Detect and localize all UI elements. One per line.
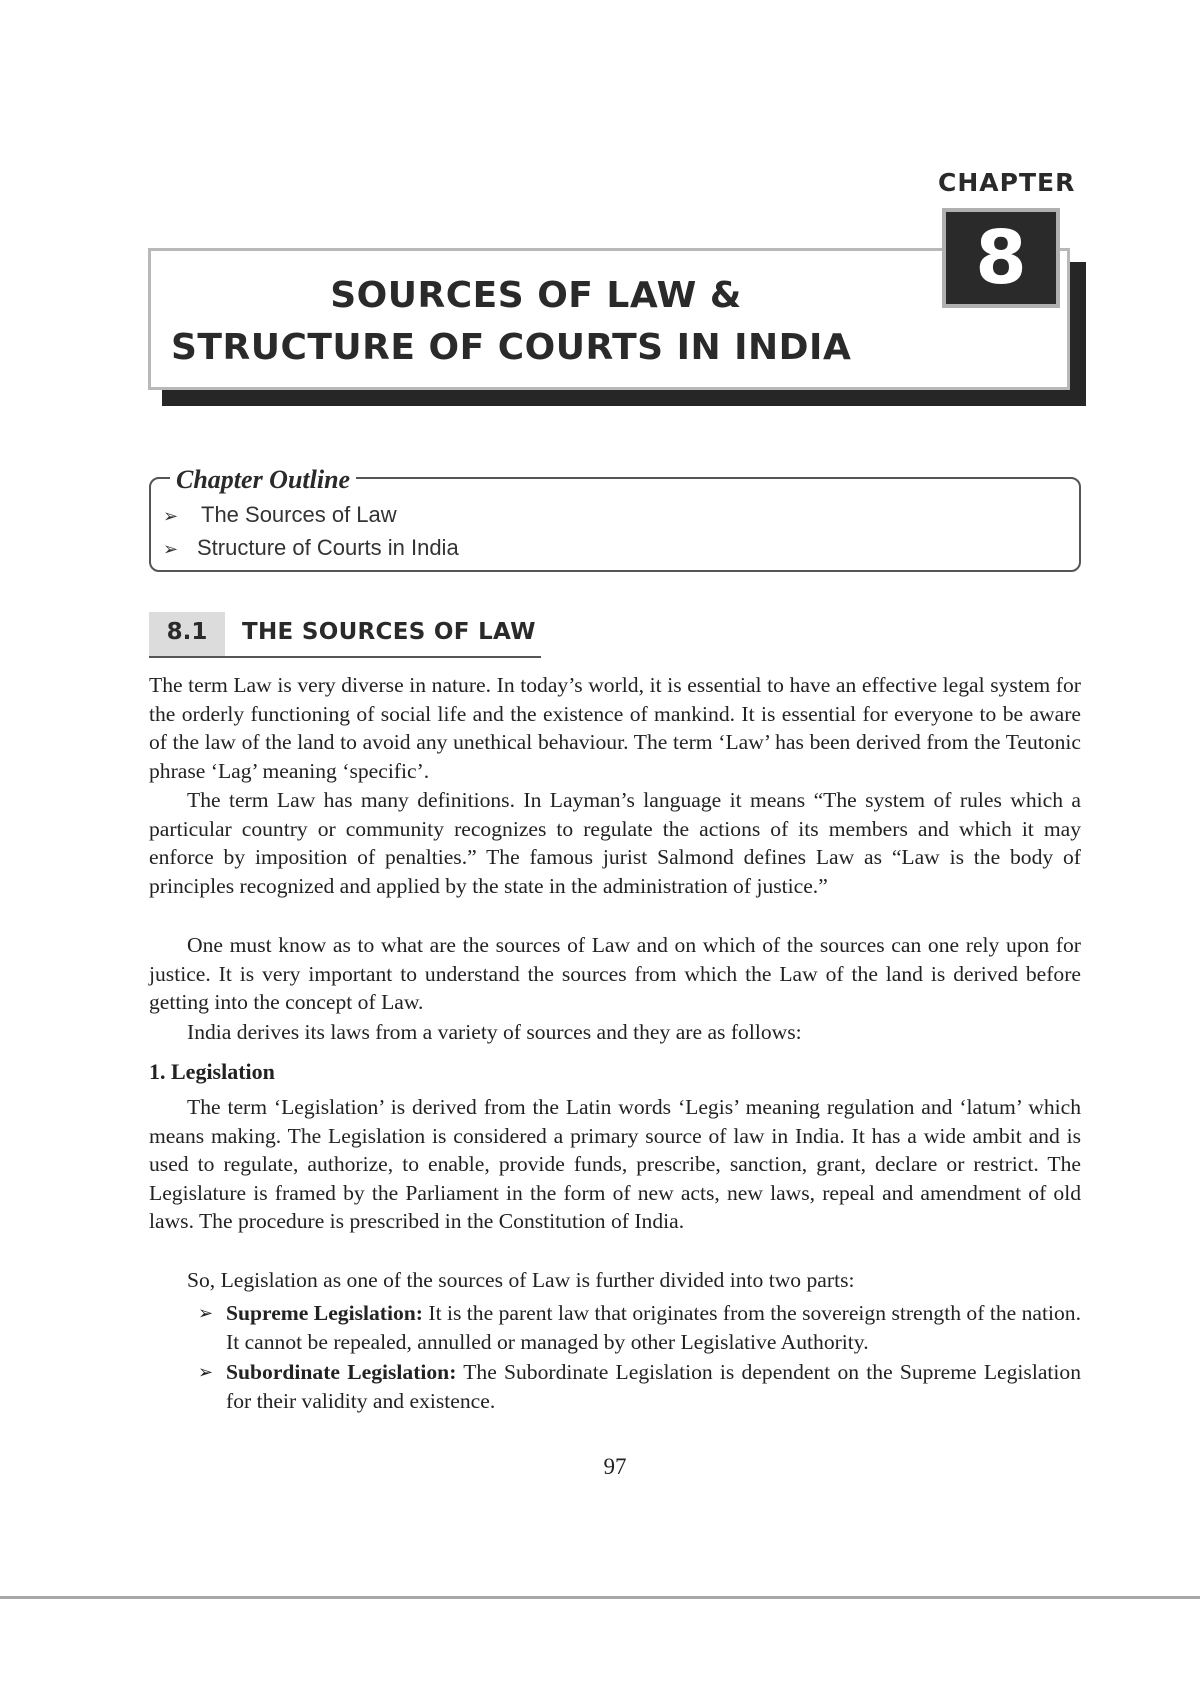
paragraph: The term Law is very diverse in nature. In today’s world, it is essential to have an effective legal system for the orderly functioning of social life and the existence of mankind. It is essential for everyone to be aware of the law of the land to avoid any unethical behaviour. The term ‘Law’ has been derived from the Teutonic phrase ‘Lag’ meaning ‘specific’. [149,673,1081,783]
section-number: 8.1 [166,619,208,645]
paragraph: The term Law has many definitions. In Layman’s language it means “The system of rules which a particular country or community recognizes to regulate the actions of its members and which it may enforce by imposition of penalties.” The famous jurist Salmond defines Law as “Law is the body of principles recognized and applied by the state in the administration of justice.” [149,788,1081,898]
outline-item-label: Structure of Courts in India [197,535,459,560]
chapter-title-line-2: STRUCTURE OF COURTS IN INDIA [171,327,852,368]
arrow-bullet-icon: ➢ [198,1303,214,1323]
section-title: THE SOURCES OF LAW [242,619,536,645]
paragraph: So, Legislation as one of the sources of Law is further divided into two parts: [187,1268,855,1292]
arrow-bullet-icon: ➢ [163,539,179,559]
chapter-label: CHAPTER [938,168,1076,197]
term-description: It is the parent law that originates from the sovereign strength of the nation. It cannot be repealed, annulled or managed by other Legislative Authority. [226,1301,1081,1354]
outline-item [163,502,397,528]
subheading-legislation: 1. Legislation [149,1059,275,1084]
term-label: Subordinate Legislation: [226,1360,457,1384]
section-underline [149,656,541,658]
chapter-number-badge: 8 [942,208,1060,308]
arrow-bullet-icon: ➢ [198,1362,214,1382]
chapter-outline-title: Chapter Outline [170,465,356,495]
chapter-title-line-1: SOURCES OF LAW & [330,275,742,316]
paragraph: The term ‘Legislation’ is derived from the Latin words ‘Legis’ meaning regulation and ‘latum’ which means making. The Legislation is considered a primary source of law in India. It has a wide ambit and is used to regulate, authorize, to enable, provide funds, prescribe, sanction, grant, declare or restrict. The Legislature is framed by the Parliament in the form of new acts, new laws, repeal and amendment of old laws. The procedure is prescribed in the Constitution of India. [149,1095,1081,1233]
outline-item [163,535,459,561]
term-description: The Subordinate Legislation is dependent on the Supreme Legislation for their validity and existence. [226,1360,1081,1413]
paragraph: India derives its laws from a variety of sources and they are as follows: [187,1020,802,1044]
page-number: 97 [603,1454,627,1479]
outline-item-label: The Sources of Law [201,502,397,527]
chapter-title-box [148,248,1070,390]
list-item [198,1299,1081,1356]
page-bottom-divider [0,1596,1200,1599]
term-label: Supreme Legislation: [226,1301,423,1325]
list-item [198,1358,1081,1415]
paragraph: One must know as to what are the sources of Law and on which of the sources can one rely upon for justice. It is very important to understand the sources from which the Law of the land is derived before getting into the concept of Law. [149,933,1081,1014]
arrow-bullet-icon: ➢ [163,506,179,526]
